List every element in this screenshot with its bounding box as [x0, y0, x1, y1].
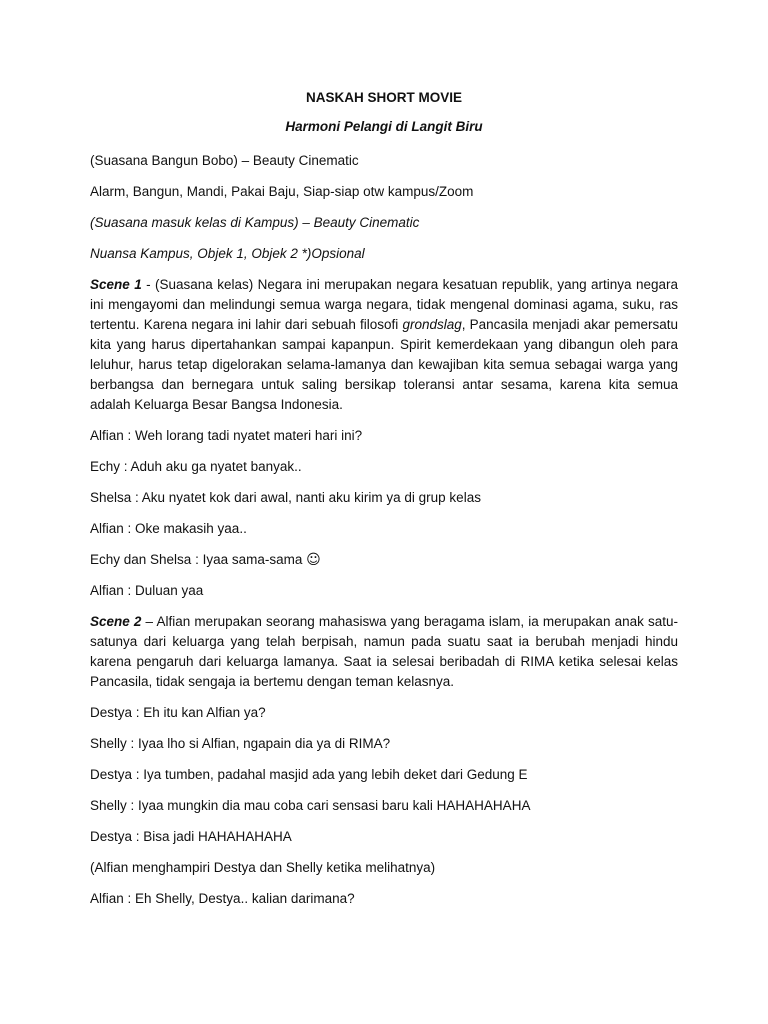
setting-line: (Suasana Bangun Bobo) – Beauty Cinematic: [90, 153, 359, 168]
setting-line: Alarm, Bangun, Mandi, Pakai Baju, Siap-siap otw kampus/Zoom: [90, 184, 474, 199]
scene-1-text-a: - (Suasana kelas) Negara ini merupakan negara kesatuan republik, yang artinya negara ini mengayomi dan melindungi semua warga negara, tidak mengenal dominasi agama, suku, ras tertentu. Karena negara ini lahir dari sebuah filosofi: [90, 277, 678, 332]
scene-1-paragraph: [90, 275, 678, 415]
dialog-line: Alfian : Weh lorang tadi nyatet materi hari ini?: [90, 428, 363, 443]
dialog-line: Alfian : Duluan yaa: [90, 583, 204, 598]
setting-line: Nuansa Kampus, Objek 1, Objek 2 *)Opsional: [90, 246, 365, 261]
dialog-line: Alfian : Oke makasih yaa..: [90, 521, 247, 536]
dialog-line: Shelly : Iyaa mungkin dia mau coba cari sensasi baru kali HAHAHAHAHA: [90, 798, 531, 813]
dialog-line: Alfian : Eh Shelly, Destya.. kalian darimana?: [90, 891, 355, 906]
document-subtitle: Harmoni Pelangi di Langit Biru: [285, 119, 483, 134]
scene-1-term: grondslag: [402, 317, 462, 332]
document-title: NASKAH SHORT MOVIE: [305, 90, 462, 105]
scene-2-paragraph: [90, 612, 678, 692]
dialog-line: Shelly : Iyaa lho si Alfian, ngapain dia ya di RIMA?: [90, 736, 391, 751]
scene-2-text: – Alfian merupakan seorang mahasiswa yang beragama islam, ia merupakan anak satu-satunya dari keluarga yang telah berpisah, namun pada suatu saat ia berubah menjadi hindu karena pengaruh dari keluarga lamanya. Saat ia selesai beribadah di RIMA ketika selesai kelas Pancasila, tidak sengaja ia bertemu dengan teman kelasnya.: [90, 614, 678, 689]
scene-1-text-b: , Pancasila menjadi akar pemersatu kita yang harus dipertahankan sampai kapanpun. Spirit kemerdekaan yang dibangun oleh para leluhur, harus tetap digelorakan selama-lamanya dan kewajiban kita semua sebagai warga yang berbangsa dan bernegara untuk saling bersikap toleransi antar sesama, karena kita semua adalah Keluarga Besar Bangsa Indonesia.: [90, 317, 678, 412]
scene-1-label: Scene 1: [90, 277, 142, 292]
stage-direction: (Alfian menghampiri Destya dan Shelly ketika melihatnya): [90, 860, 436, 875]
dialog-line: Echy : Aduh aku ga nyatet banyak..: [90, 459, 302, 474]
dialog-text: Echy dan Shelsa : Iyaa sama-sama: [90, 552, 307, 567]
dialog-line: Shelsa : Aku nyatet kok dari awal, nanti aku kirim ya di grup kelas: [90, 490, 481, 505]
scene-2-label: Scene 2: [90, 614, 142, 629]
dialog-line: Destya : Eh itu kan Alfian ya?: [90, 705, 266, 720]
setting-line: (Suasana masuk kelas di Kampus) – Beauty Cinematic: [90, 215, 420, 230]
dialog-line: Destya : Bisa jadi HAHAHAHAHA: [90, 829, 292, 844]
dialog-line: Destya : Iya tumben, padahal masjid ada yang lebih deket dari Gedung E: [90, 767, 528, 782]
dialog-line: [90, 550, 678, 570]
smiley-icon: ☺: [306, 552, 321, 568]
